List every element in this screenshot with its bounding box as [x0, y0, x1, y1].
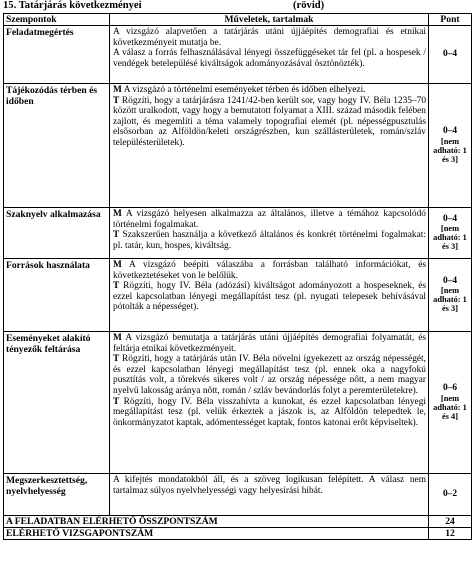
paragraph-tag: M [113, 333, 122, 343]
criterion-label: Források használata [4, 259, 110, 332]
description-paragraph [113, 397, 426, 429]
description-paragraph [113, 230, 426, 251]
total-label: ELÉRHETŐ VIZSGAPONTSZÁM [4, 528, 429, 540]
points-note: [nem adható: 1 és 3] [433, 224, 467, 252]
criterion-description [110, 474, 429, 516]
description-paragraph [113, 85, 426, 96]
description-paragraph [113, 354, 426, 396]
paragraph-text: Rögzíti, hogy IV. Béla visszahívta a kunokat, és ezzel kapcsolatban lényegi megállapítást tesz (pl. velük érkeztek a jászok is, az Alföldön telepedtek le, önkormányzatot kaptak, adómentességet kaptak, fontos katonai erőt képviseltek). [113, 396, 427, 428]
table-row [4, 26, 472, 84]
table-row [4, 208, 472, 259]
description-paragraph [113, 48, 426, 69]
points-cell [429, 259, 472, 332]
points-value: 0–6 [442, 383, 458, 394]
criterion-label: Eseményeket alakító tényezők feltárása [4, 332, 110, 474]
points-note: [nem adható: 1 és 4] [433, 393, 467, 421]
table-row [4, 332, 472, 474]
criterion-description [110, 84, 429, 208]
table-row [4, 474, 472, 516]
table-header-row [4, 14, 472, 26]
header-points: Pont [429, 14, 472, 26]
points-cell [429, 332, 472, 474]
paragraph-tag: M [113, 85, 122, 95]
points-value: 0–4 [442, 48, 458, 59]
paragraph-text: A vizsgázó beépíti válaszába a forrásban található információkat, és következtetéseket von le belőlük. [113, 260, 427, 281]
points-cell [429, 84, 472, 208]
table-row [4, 259, 472, 332]
criterion-description [110, 332, 429, 474]
criterion-label: Feladatmegértés [4, 26, 110, 84]
points-value: 0–4 [442, 275, 458, 286]
table-row [4, 84, 472, 208]
total-value: 24 [429, 516, 472, 528]
total-value: 12 [429, 528, 472, 540]
points-cell [429, 208, 472, 259]
total-label: A FELADATBAN ELÉRHETŐ ÖSSZPONTSZÁM [4, 516, 429, 528]
paragraph-text: Rögzíti, hogy a tatárjárásra 1241/42-ben került sor, vagy hogy IV. Béla 1235–70 között uralkodott, vagy hogy a bemutatott folyamat a XIII. század második felében zajlott, és megemlíti a téma valamely topografiai elemét (pl. népességpusztulás elsősorban az Alföldön/keleti országrészben, kun szállásterületek, román/szláv településterületek). [113, 95, 427, 148]
paragraph-tag: M [113, 260, 122, 270]
criterion-label: Szaknyelv alkalmazása [4, 208, 110, 259]
header-criteria: Szempontok [4, 14, 110, 26]
criterion-description [110, 259, 429, 332]
paragraph-text: A válasz a forrás felhasználásával lényegi összefüggéseket tár fel (pl. a hospesek / vendégek betelepülésé kiváltságok adományozásával ösztönözték). [113, 48, 426, 69]
paragraph-tag: T [113, 281, 120, 292]
points-value: 0–2 [442, 488, 458, 499]
description-paragraph [113, 333, 426, 354]
points-note: [nem adható: 1 és 3] [433, 136, 467, 164]
points-value: 0–4 [442, 126, 458, 137]
description-paragraph [113, 260, 426, 281]
paragraph-tag: T [113, 396, 120, 407]
task-title-sub: (rövid) [293, 0, 325, 11]
description-paragraph [113, 475, 426, 496]
paragraph-text: Rögzíti, hogy a tatárjárás után IV. Béla növelni igyekezett az ország népességét, és ezzel kapcsolatban lényegi megállapítást tesz (pl. ennek oka a nagyfokú pusztítás volt, a törekvés sikeres volt / az ország népessége nőtt, a nem magyar nyelvű lakosság aránya nőtt, román / szláv bevándorlás folyt a peremterületekre). [113, 354, 426, 396]
criterion-description [110, 208, 429, 259]
description-paragraph [113, 209, 426, 230]
paragraph-text: A kifejtés mondatokból áll, és a szöveg logikusan felépített. A válasz nem tartalmaz súlyos nyelvhelyességi vagy helyesírási hibát. [113, 475, 426, 496]
description-paragraph [113, 27, 426, 48]
points-cell [429, 26, 472, 84]
paragraph-tag: T [113, 95, 120, 106]
criterion-label: Megszerkesztettség, nyelvhelyesség [4, 474, 110, 516]
total-row-exam [4, 528, 472, 540]
criterion-label: Tájékozódás térben és időben [4, 84, 110, 208]
task-title-main: 15. Tatárjárás következményei [3, 0, 142, 11]
criterion-description [110, 26, 429, 84]
scoring-table [3, 13, 472, 540]
paragraph-text: Szakszerűen használja a következő általános és konkrét történelmi fogalmakat: pl. tatár, kun, hospes, kiváltság. [113, 230, 426, 251]
paragraph-text: Rögzíti, hogy IV. Béla (adózási) kiváltságot adományozott a hospeseknek, és ezzel kapcsolatban lényegi megállapítást tesz (pl. nyugati telepesek behívásával pótolták a népességet). [113, 281, 426, 313]
description-paragraph [113, 96, 426, 149]
paragraph-text: A vizsgázó alapvetően a tatárjárás utáni újjáépítés demografiai és etnikai következményeit mutatja be. [113, 27, 426, 48]
description-paragraph [113, 281, 426, 313]
paragraph-tag: T [113, 354, 120, 365]
points-value: 0–4 [442, 213, 458, 224]
paragraph-text: A vizsgázó a történelmi eseményeket térben és időben elhelyezi. [123, 85, 366, 95]
paragraph-text: A vizsgázó helyesen alkalmazza az általános, illetve a témához kapcsolódó történelmi fogalmakat. [113, 209, 426, 230]
total-row-task [4, 516, 472, 528]
points-cell [429, 474, 472, 516]
header-operations: Műveletek, tartalmak [110, 14, 429, 26]
paragraph-tag: T [113, 230, 120, 241]
page [3, 1, 471, 540]
points-note: [nem adható: 1 és 3] [433, 286, 467, 314]
task-title [3, 1, 471, 13]
paragraph-text: A vizsgázó bemutatja a tatárjárás utáni újjáépítés demografiai folyamatát, és feltárja etnikai következményeit. [113, 333, 427, 354]
paragraph-tag: M [113, 209, 122, 219]
